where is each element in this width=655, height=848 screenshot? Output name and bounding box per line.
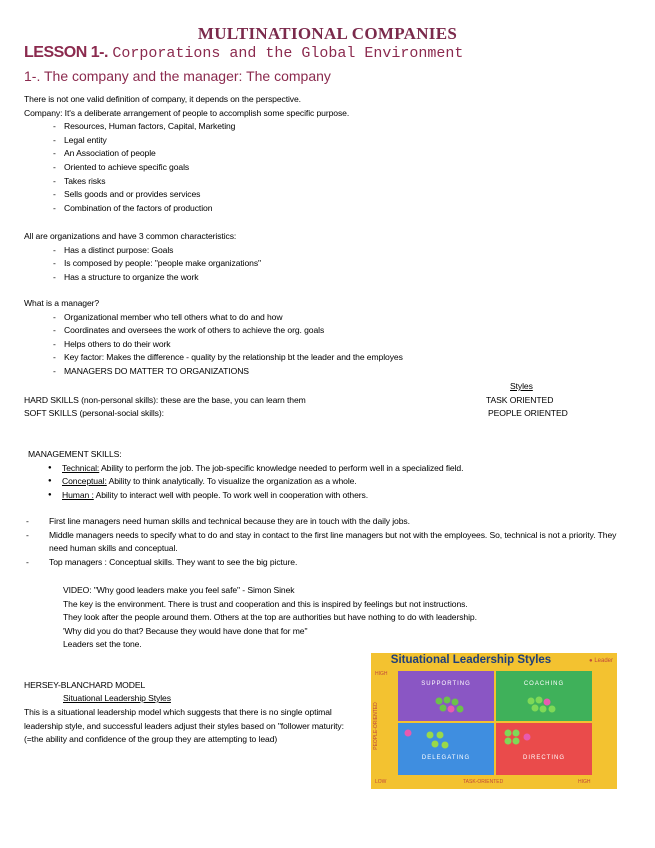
axis-high-right: HIGH — [578, 779, 591, 785]
soft-style: PEOPLE ORIENTED — [488, 408, 568, 418]
management-heading: MANAGEMENT SKILLS: — [28, 449, 122, 459]
video-line: They look after the people around them. Others at the top are authorities but have nothing to do with leadership. — [63, 612, 477, 623]
list-item: - First line managers need human skills and technical because they are in touch with the daily jobs. — [26, 515, 626, 529]
soft-skills: SOFT SKILLS (personal-social skills): — [24, 408, 164, 418]
manager-block — [24, 297, 403, 379]
definition: Ability to think analytically. To visualize the organization as a whole. — [106, 476, 357, 487]
hersey-paragraph: This is a situational leadership model which suggests that there is no single optimal leadership style, and successful leaders adjust their styles based on "follower maturity: (=the ability and confidence of the group they are attempting to lead) — [24, 707, 344, 745]
list-item: - Resources, Human factors, Capital, Marketing — [53, 120, 349, 134]
list-item: - Helps others to do their work — [53, 338, 403, 352]
quadrant-coaching — [496, 671, 592, 721]
list-item: - Has a structure to organize the work — [53, 271, 261, 285]
definition: Ability to perform the job. The job-specific knowledge needed to perform well in a specialized field. — [99, 462, 464, 473]
intro-line-2: Company: It's a deliberate arrangement of people to accomplish some specific purpose. — [24, 107, 350, 118]
x-axis-label: TASK-ORIENTED — [463, 779, 504, 785]
video-block — [63, 584, 477, 652]
figure-title: Situational Leadership Styles — [390, 654, 552, 666]
leader-face-icon: ● — [589, 658, 593, 664]
term: Conceptual: — [62, 476, 107, 487]
manager-list — [53, 311, 403, 379]
list-item: - Middle managers needs to specify what to do and stay in contact to the first line managers but not with the employees. So, technical is not a priority. They need human skills and conceptual. — [26, 529, 626, 556]
quadrant-label: COACHING — [523, 681, 565, 687]
list-item — [48, 475, 463, 489]
definition: Ability to interact well with people. To work well in cooperation with others. — [93, 489, 369, 500]
video-line: 'Why did you do that? Because they would have done that for me" — [63, 625, 308, 636]
lesson-subtitle: Corporations and the Global Environment — [112, 45, 464, 62]
video-line: Leaders set the tone. — [63, 639, 142, 650]
quadrant-supporting — [398, 671, 494, 721]
characteristics-block — [24, 230, 261, 284]
lesson-heading — [24, 44, 463, 62]
list-item: - Combination of the factors of production — [53, 202, 349, 216]
list-item: - Sells goods and or provides services — [53, 188, 349, 202]
list-item: - Key factor: Makes the difference - quality by the relationship bt the leader and the employes — [53, 351, 403, 365]
group-faces-icon — [526, 695, 566, 715]
video-line: The key is the environment. There is trust and cooperation and this is inspired by feelings but not instructions. — [63, 598, 468, 609]
page-title: MULTINATIONAL COMPANIES — [197, 24, 458, 43]
list-item: - Is composed by people: "people make organizations" — [53, 257, 261, 271]
group-faces-icon — [402, 727, 482, 753]
term: Human : — [62, 489, 94, 500]
video-line: VIDEO: "Why good leaders make you feel safe" - Simon Sinek — [63, 585, 295, 595]
figure-leader-legend — [589, 658, 613, 664]
list-item: - Organizational member who tell others what to do and how — [53, 311, 403, 325]
hersey-subheading: Situational Leadership Styles — [63, 693, 171, 703]
lesson-label: LESSON 1-. — [24, 44, 108, 61]
list-item: - Coordinates and oversees the work of others to achieve the org. goals — [53, 324, 403, 338]
group-faces-icon — [500, 727, 580, 753]
y-axis-label: PEOPLE-ORIENTED — [372, 702, 379, 750]
quadrant-directing — [496, 723, 592, 775]
levels-block — [26, 515, 626, 569]
characteristics-heading: All are organizations and have 3 common characteristics: — [24, 231, 237, 241]
manager-heading: What is a manager? — [24, 298, 100, 308]
quadrant-label: DIRECTING — [523, 755, 565, 761]
company-list — [53, 120, 349, 215]
list-item: - Legal entity — [53, 134, 349, 148]
list-item: - Oriented to achieve specific goals — [53, 161, 349, 175]
hard-style: TASK ORIENTED — [486, 395, 554, 405]
management-block — [28, 448, 463, 502]
hersey-heading: HERSEY-BLANCHARD MODEL — [24, 680, 146, 690]
group-faces-icon — [434, 695, 474, 715]
quadrant-label: DELEGATING — [421, 755, 471, 761]
characteristics-list — [53, 244, 261, 285]
intro-block — [24, 93, 349, 215]
quadrant-delegating — [398, 723, 494, 775]
list-item: - Top managers : Conceptual skills. They want to see the big picture. — [26, 556, 626, 570]
styles-heading: Styles — [510, 381, 533, 391]
levels-list — [26, 515, 626, 569]
hard-skills: HARD SKILLS (non-personal skills): these are the base, you can learn them — [24, 395, 306, 405]
axis-high-top: HIGH — [375, 671, 388, 677]
list-item: - MANAGERS DO MATTER TO ORGANIZATIONS — [53, 365, 403, 379]
list-item: - Has a distinct purpose: Goals — [53, 244, 261, 258]
management-list — [48, 462, 463, 503]
term: Technical: — [62, 462, 100, 473]
intro-line-1: There is not one valid definition of company, it depends on the perspective. — [24, 94, 301, 104]
list-item: - Takes risks — [53, 175, 349, 189]
list-item: - An Association of people — [53, 147, 349, 161]
list-item — [48, 462, 463, 476]
quadrant-label: SUPPORTING — [421, 681, 471, 687]
situational-leadership-figure — [371, 653, 617, 789]
leader-label: Leader — [594, 658, 613, 664]
section-heading: 1-. The company and the manager: The company — [24, 68, 331, 84]
list-item — [48, 489, 463, 503]
axis-low: LOW — [375, 779, 387, 785]
